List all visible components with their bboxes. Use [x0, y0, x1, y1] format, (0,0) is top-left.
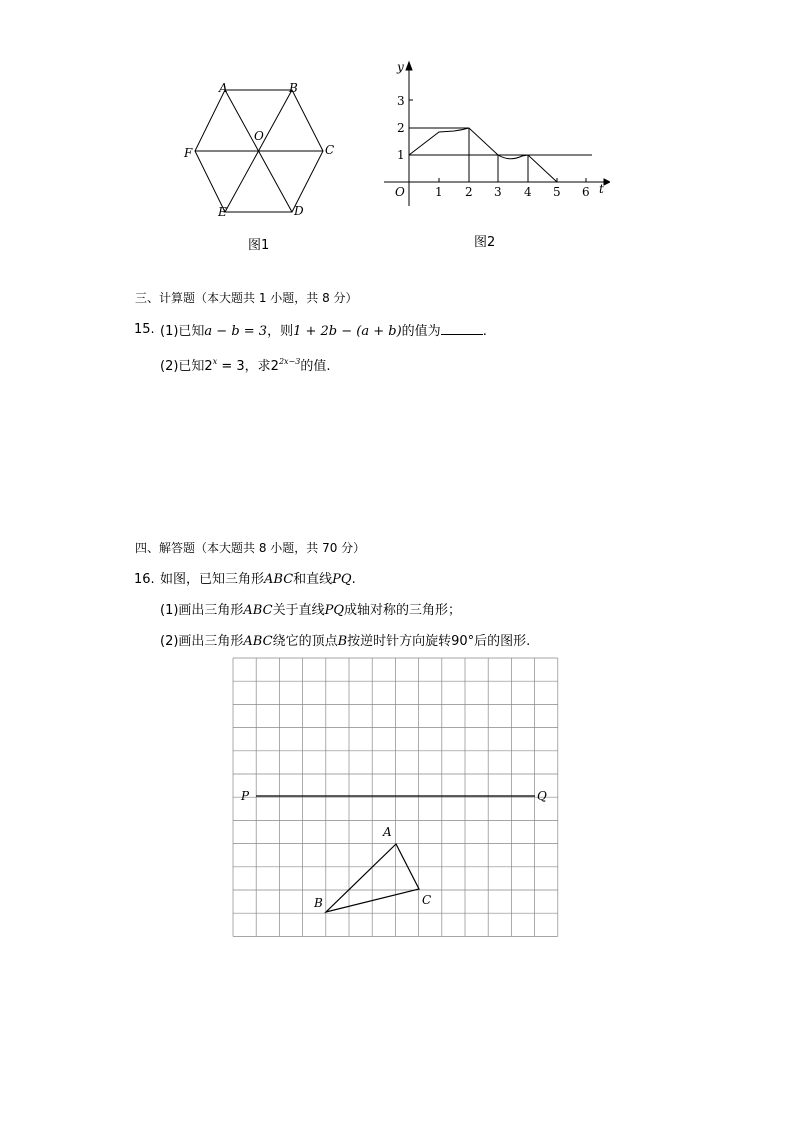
y-tick-1: 1: [397, 148, 405, 162]
vertex-label-c: C: [325, 143, 335, 157]
section3-heading: 三、计算题（本大题共 1 小题，共 8 分）: [135, 291, 358, 305]
question-15-part1: (1)已知a − b = 3，则1 + 2b − (a + b)的值为 .: [160, 324, 487, 339]
x-tick-6: 6: [582, 185, 590, 199]
label-a: A: [383, 825, 392, 839]
y-axis-arrow: [406, 62, 412, 70]
label-p: P: [241, 789, 250, 803]
y-axis-label: y: [397, 60, 404, 74]
x-tick-3: 3: [494, 185, 502, 199]
answer-blank[interactable]: [441, 322, 483, 335]
question-16-number: 16.: [134, 572, 155, 587]
question-15-number: 15.: [134, 322, 155, 337]
x-axis-arrow: [604, 179, 610, 185]
vertex-label-b: B: [289, 81, 298, 95]
section4-heading: 四、解答题（本大题共 8 小题，共 70 分）: [135, 541, 366, 555]
vertex-label-a: A: [219, 81, 228, 95]
question-15-part2: (2)已知$2^x = 3$，求$2^{2x-3}$的值.: [160, 357, 331, 374]
vertex-label-o: O: [254, 129, 264, 143]
grid-figure: [225, 652, 565, 942]
figure1-hexagon: [180, 78, 340, 223]
label-q: Q: [537, 789, 547, 803]
y-tick-3: 3: [397, 94, 405, 108]
vertex-label-f: F: [184, 146, 193, 160]
x-tick-4: 4: [524, 185, 532, 199]
x-tick-5: 5: [553, 185, 561, 199]
x-tick-1: 1: [435, 185, 443, 199]
vertex-label-e: E: [218, 205, 227, 219]
question-16-intro: 如图，已知三角形ABC和直线PQ.: [160, 572, 356, 587]
origin-label: O: [395, 185, 405, 199]
x-axis-label: t: [599, 182, 604, 196]
label-c: C: [422, 893, 432, 907]
question-16-part2: (2)画出三角形ABC绕它的顶点B按逆时针方向旋转90°后的图形.: [160, 634, 531, 649]
x-tick-2: 2: [465, 185, 473, 199]
figure2-caption: 图2: [474, 235, 496, 250]
label-b: B: [314, 896, 323, 910]
figure1-caption: 图1: [248, 238, 270, 253]
question-16-part1: (1)画出三角形ABC关于直线PQ成轴对称的三角形；: [160, 603, 461, 618]
y-tick-2: 2: [397, 121, 405, 135]
figure2-graph: [380, 58, 610, 208]
vertex-label-d: D: [294, 204, 304, 218]
